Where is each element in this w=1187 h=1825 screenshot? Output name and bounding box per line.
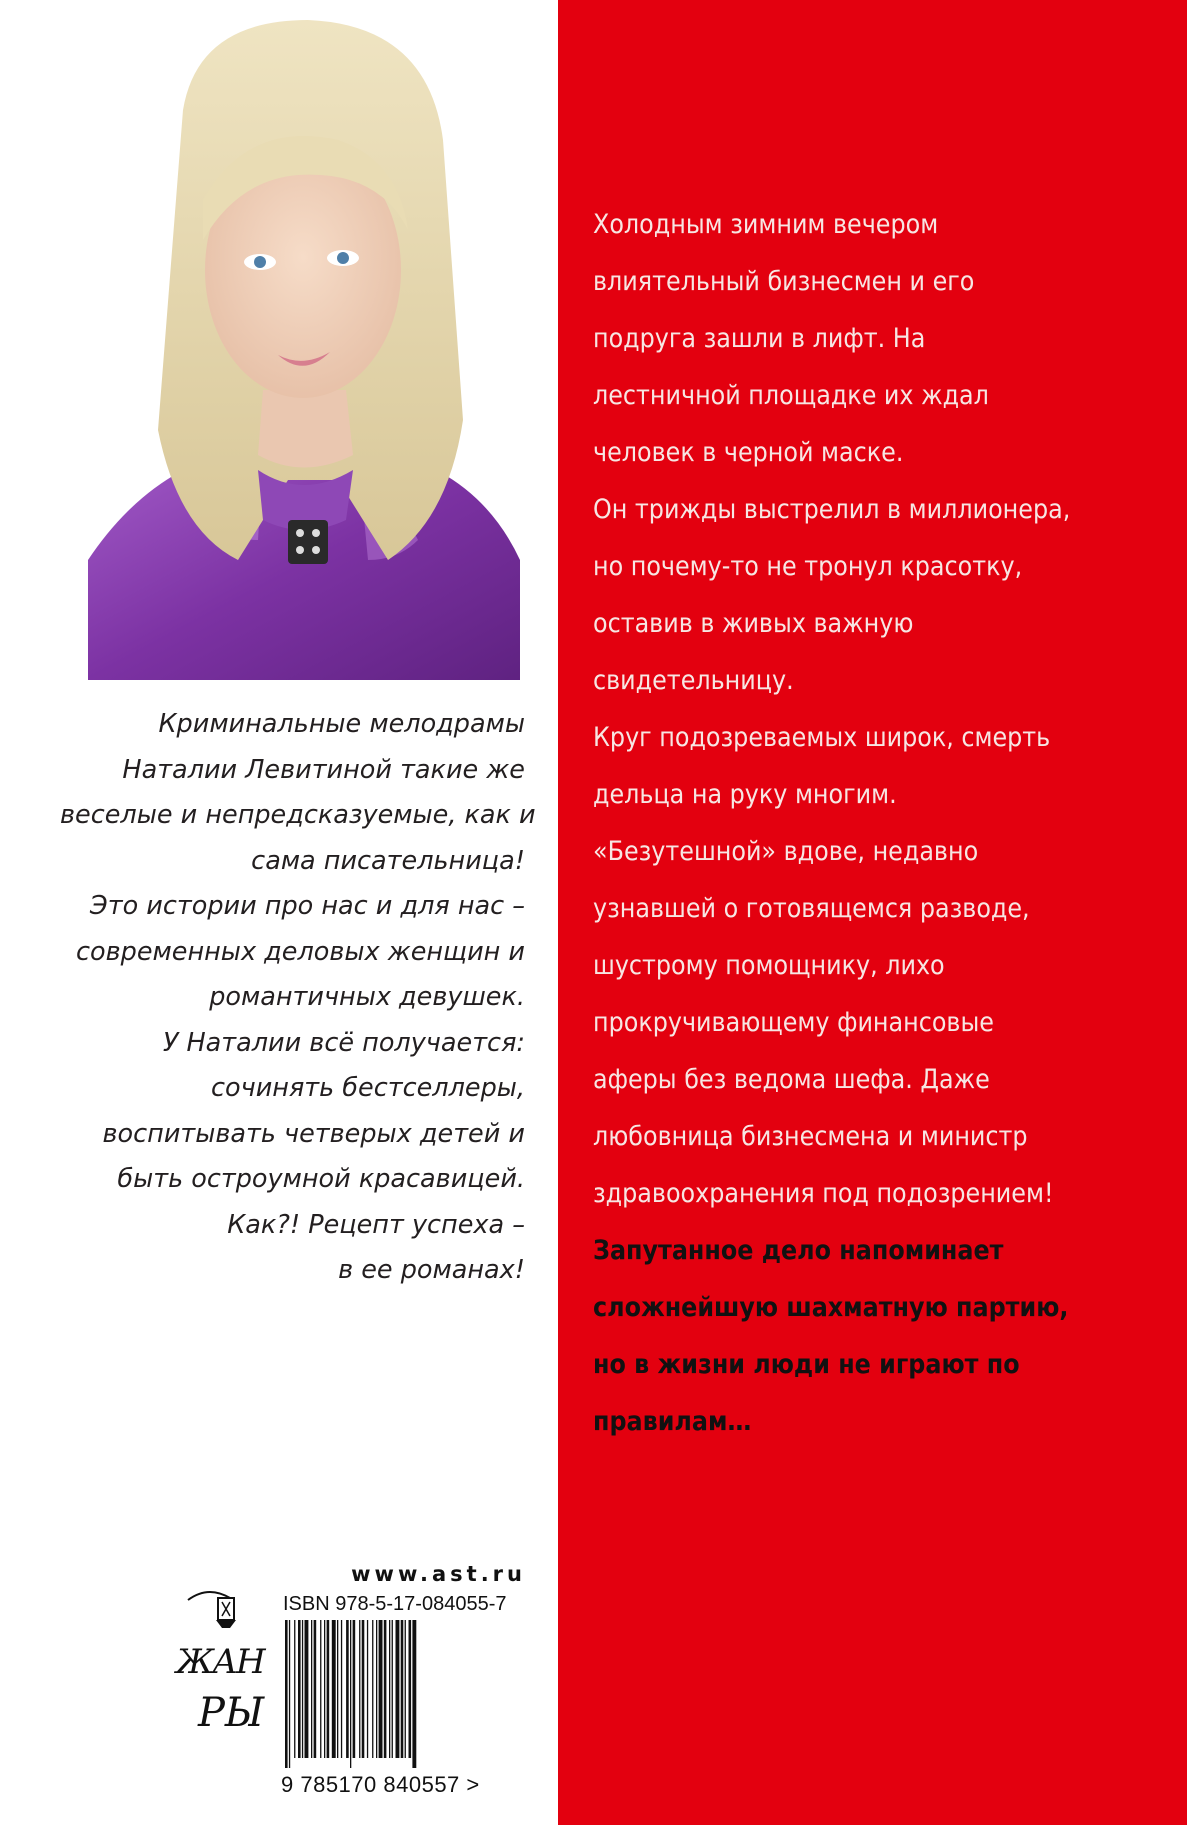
author-line: сама писательница!: [251, 845, 525, 876]
barcode-bar: [396, 1620, 400, 1758]
blurb-line: узнавшей о готовящемся разводе,: [593, 893, 1030, 924]
blurb-line: лестничной площадке их ждал: [593, 380, 989, 411]
author-line: воспитывать четверых детей и: [102, 1118, 525, 1149]
blurb-line: прокручивающему финансовые: [593, 1007, 994, 1038]
blurb-bold-line: Запутанное дело напоминает: [593, 1235, 1004, 1266]
author-line: Как?! Рецепт успеха –: [227, 1209, 525, 1240]
barcode: [283, 1620, 528, 1768]
blurb-line: Круг подозреваемых широк, смерть: [593, 722, 1051, 753]
blurb-line: любовница бизнесмена и министр: [593, 1121, 1028, 1152]
author-line: сочинять бестселлеры,: [211, 1073, 525, 1103]
blurb-line: человек в черной маске.: [593, 437, 904, 468]
barcode-bar: [367, 1620, 368, 1758]
blurb-bold-line: но в жизни люди не играют по: [593, 1349, 1020, 1380]
barcode-bar: [384, 1620, 387, 1758]
logo-word-bottom: РЫ: [198, 1690, 265, 1736]
barcode-bar: [412, 1620, 416, 1768]
author-description: [60, 702, 536, 1294]
blurb-line: Холодным зимним вечером: [593, 209, 939, 240]
barcode-bar: [320, 1620, 321, 1758]
blurb-line: но почему-то не тронул красотку,: [593, 551, 1023, 582]
barcode-bar: [305, 1620, 309, 1758]
author-line: романтичных девушек.: [209, 982, 525, 1012]
barcode-bar: [337, 1620, 338, 1758]
author-line: Наталии Левитиной такие же: [122, 754, 525, 785]
barcode-bar: [324, 1620, 325, 1758]
blurb-line: дельца на руку многим.: [593, 779, 897, 810]
author-line: в ее романах!: [338, 1255, 525, 1285]
blurb-line: Он трижды выстрелил в миллионера,: [593, 494, 1071, 525]
logo-word-top: ЖАН: [176, 1642, 264, 1682]
barcode-bar: [359, 1620, 360, 1758]
barcode-bar: [409, 1620, 412, 1758]
author-line: Это истории про нас и для нас –: [89, 891, 525, 921]
barcode-bar: [372, 1620, 373, 1758]
publisher-logo: [168, 1580, 278, 1750]
barcode-bar: [405, 1620, 406, 1758]
barcode-digits: 9 785170 840557 >: [281, 1772, 480, 1797]
barcode-bar: [362, 1620, 365, 1758]
author-line: быть остроумной красавицей.: [117, 1164, 525, 1194]
blurb-bold-line: правилам…: [593, 1406, 752, 1437]
author-photo: [88, 0, 520, 680]
barcode-bar: [302, 1620, 303, 1758]
barcode-bar: [289, 1620, 290, 1768]
barcode-bar: [314, 1620, 317, 1758]
barcode-bar: [341, 1620, 342, 1758]
barcode-bar: [285, 1620, 288, 1768]
blurb-line: «Безутешной» вдове, недавно: [593, 836, 979, 867]
blurb-line: свидетельницу.: [593, 665, 794, 696]
author-line: современных деловых женщин и: [76, 936, 525, 967]
barcode-bar: [332, 1620, 336, 1758]
blurb-line: здравоохранения под подозрением!: [593, 1178, 1054, 1209]
barcode-bar: [298, 1620, 301, 1758]
blurb-bold-line: сложнейшую шахматную партию,: [593, 1292, 1069, 1323]
publisher-website: www.ast.ru: [351, 1562, 526, 1586]
left-panel: [0, 0, 558, 1825]
book-description: [593, 196, 1093, 1450]
blurb-line: влиятельный бизнесмен и его: [593, 266, 975, 297]
barcode-bar: [346, 1620, 349, 1758]
barcode-bar: [294, 1620, 295, 1758]
blurb-line: аферы без ведома шефа. Даже: [593, 1064, 990, 1095]
author-line: Криминальные мелодрамы: [158, 709, 525, 739]
barcode-bar: [392, 1620, 393, 1758]
barcode-bar: [350, 1620, 351, 1768]
barcode-bar: [311, 1620, 312, 1758]
isbn-number: ISBN 978-5-17-084055-7: [283, 1593, 507, 1615]
author-line: веселые и непредсказуемые, как и: [60, 800, 536, 830]
blurb-line: оставив в живых важную: [593, 608, 914, 639]
barcode-bar: [376, 1620, 377, 1758]
barcode-bar: [389, 1620, 390, 1758]
blurb-line: подруга зашли в лифт. На: [593, 323, 926, 354]
author-line: У Наталии всё получается:: [162, 1027, 525, 1058]
barcode-bar: [327, 1620, 330, 1758]
barcode-bar: [401, 1620, 404, 1758]
barcode-bar: [379, 1620, 383, 1758]
blurb-line: шустрому помощнику, лихо: [593, 950, 945, 981]
barcode-bar: [353, 1620, 356, 1758]
